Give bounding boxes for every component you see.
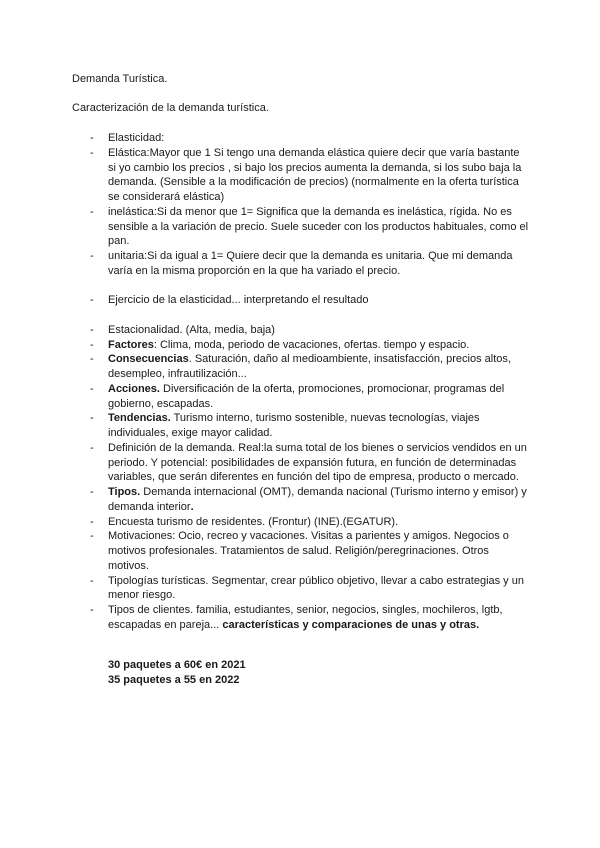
list-item-tipos-clientes	[90, 603, 530, 633]
list-item-elastica	[90, 146, 530, 205]
bullet-dash: -	[90, 146, 94, 159]
list-item-factores	[90, 338, 530, 353]
item-text: . Saturación, daño al medioambiente, insatisfacción, precios altos, desempleo, infrautilización...	[108, 353, 511, 380]
item-text: Elasticidad:	[108, 132, 165, 144]
list-item-inelastica	[90, 205, 530, 249]
item-text: inelástica:Si da menor que 1= Significa que la demanda es inelástica, rígida. No es sensible a la variación de precio. Suele suceder con los productos habituales, como el pan.	[108, 205, 529, 248]
bullet-dash: -	[90, 353, 94, 366]
bullet-dash: -	[90, 382, 94, 395]
item-text: Tipologías turísticas. Segmentar, crear público objetivo, llevar a cabo estrategias y un menor riesgo.	[108, 574, 524, 602]
list-item-acciones	[90, 382, 530, 412]
item-text: Turismo interno, turismo sostenible, nuevas tecnologías, viajes individuales, exige mayor calidad.	[108, 412, 480, 439]
item-label: Consecuencias	[108, 353, 189, 366]
list-item-unitaria	[90, 249, 530, 279]
list-item-ejercicio	[90, 293, 530, 308]
item-bold-text: características y comparaciones de unas y otras.	[222, 618, 480, 631]
item-label: Tendencias.	[108, 412, 171, 425]
bullet-dash: -	[90, 515, 94, 528]
bullet-list	[90, 131, 530, 633]
list-item-motivaciones	[90, 529, 530, 573]
item-label: Tipos.	[108, 486, 141, 498]
bullet-dash: -	[90, 441, 94, 454]
item-text: Elástica:Mayor que 1 Si tengo una demanda elástica quiere decir que varía bastante si yo cambio los precios , si bajo los precios aumenta la demanda, si los subo baja la demanda. (Sensible a la modificación de precios) (normalmente en la oferta turística se considerará elástica)	[108, 146, 522, 203]
item-text: Diversificación de la oferta, promociones, promocionar, programas del gobierno, escapadas.	[108, 382, 505, 410]
bullet-dash: -	[90, 530, 94, 543]
bullet-dash: -	[90, 604, 94, 616]
bullet-dash: -	[90, 294, 94, 307]
bullet-dash: -	[90, 132, 94, 144]
item-text: Tipos de clientes. familia, estudiantes, senior, negocios, singles, mochileros, lgtb, escapadas en pareja...	[108, 604, 503, 631]
bullet-dash: -	[90, 205, 94, 218]
bullet-dash: -	[90, 323, 94, 336]
item-text: Estacionalidad. (Alta, media, baja)	[108, 323, 275, 336]
document-title: Demanda Turística.	[72, 73, 168, 85]
bullet-dash: -	[90, 250, 94, 262]
document-subtitle: Caracterización de la demanda turística.	[72, 102, 269, 114]
list-item-tipos	[90, 485, 530, 515]
item-text: unitaria:Si da igual a 1= Quiere decir que la demanda es unitaria. Que mi demanda varía en la misma proporción en la que ha variado el precio.	[108, 250, 513, 277]
bullet-dash: -	[90, 574, 94, 587]
bullet-dash: -	[90, 412, 94, 425]
item-text: Encuesta turismo de residentes. (Frontur) (INE).(EGATUR).	[108, 515, 399, 528]
item-text: : Clima, moda, periodo de vacaciones, ofertas. tiempo y espacio.	[153, 338, 470, 351]
bullet-dash: -	[90, 486, 94, 498]
list-item-consecuencias	[90, 352, 530, 382]
item-text: Demanda internacional (OMT), demanda nacional (Turismo interno y emisor) y demanda interior	[108, 486, 527, 513]
list-item-tendencias	[90, 411, 530, 441]
list-item-definicion	[90, 441, 530, 485]
list-item-encuesta	[90, 515, 530, 530]
list-item-elasticidad	[90, 131, 530, 146]
item-text: Definición de la demanda. Real:la suma total de los bienes o servicios vendidos en un periodo. Y potencial: posibilidades de expansión futura, en función de determinadas variables, que serán diferentes en función del tipo de empresa, producto o mercado.	[108, 441, 527, 484]
item-label: Factores	[108, 338, 154, 351]
totals-line-2021: 30 paquetes a 60€ en 2021	[108, 659, 246, 671]
bullet-dash: -	[90, 338, 94, 351]
list-item-tipologias	[90, 574, 530, 604]
item-label: Acciones.	[108, 382, 160, 395]
totals-block	[108, 658, 246, 688]
list-item-estacionalidad	[90, 323, 530, 338]
item-text: Ejercicio de la elasticidad... interpretando el resultado	[108, 294, 369, 307]
item-end: .	[190, 500, 194, 513]
totals-line-2022: 35 paquetes a 55 en 2022	[108, 673, 240, 686]
item-text: Motivaciones: Ocio, recreo y vacaciones. Visitas a parientes y amigos. Negocios o motivos profesionales. Tratamientos de salud. Religión/peregrinaciones. Otros motivos.	[108, 530, 509, 572]
